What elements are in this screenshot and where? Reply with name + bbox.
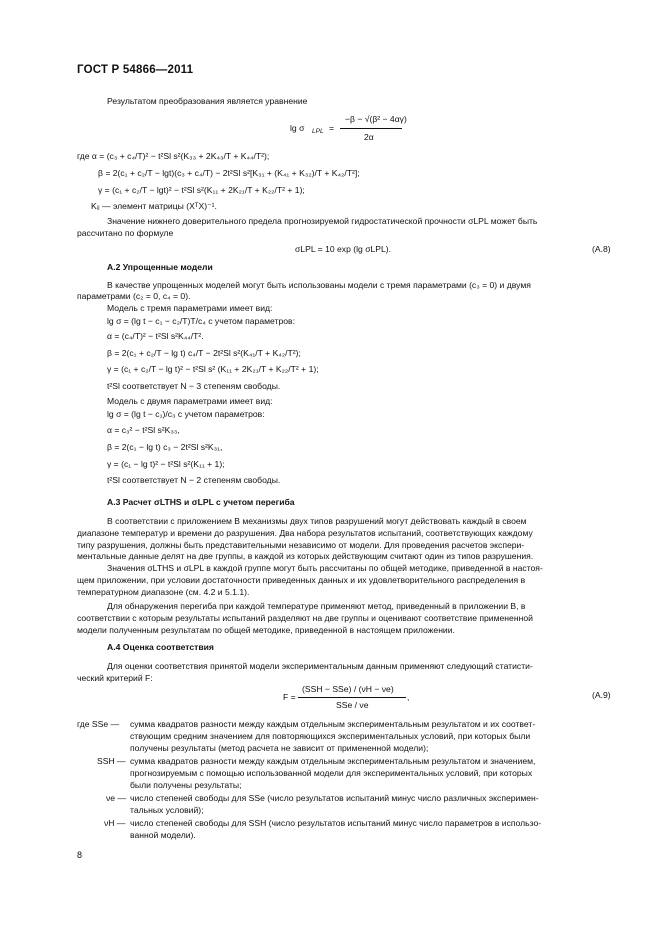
a2-line-7: γ = (c₁ + c₂/T − lg t)² − t²Sl s² (K₁₁ + 2K₂₁/T + K₂₂/T² + 1); — [107, 364, 319, 374]
equation-a8: σLPL = 10 exp (lg σLPL). — [295, 244, 392, 254]
a2-line-3: Модель с тремя параметрами имеет вид: — [107, 303, 273, 313]
section-a3-heading: A.3 Расчет σLTHS и σLPL с учетом перегиба — [107, 497, 295, 507]
f-comma: , — [407, 692, 410, 702]
eq-lhs-subscript: LPL — [312, 128, 324, 135]
equation-a9-number: (A.9) — [592, 690, 611, 700]
def-nuh-line-1: число степеней свободы для SSH (число результатов испытаний минус число параметров в использо- — [130, 818, 542, 828]
a3-line-9: соответствии с которым результаты испытаний разделяют на две группы и оценивают соответствие примененной — [77, 613, 533, 623]
f-denominator: SSe / νe — [336, 700, 369, 710]
def-sse-term: где SSe — — [77, 719, 120, 729]
document-header: ГОСТ Р 54866—2011 — [77, 64, 194, 76]
a2-line-1: В качестве упрощенных моделей могут быть использованы модели с тремя параметрами (c₃ = 0) и двумя — [107, 280, 531, 290]
a3-line-8: Для обнаружения перегиба при каждой температуре применяют метод, приведенный в приложении В, в — [107, 601, 526, 611]
a2-line-6: β = 2(c₁ + c₂/T − lg t) c₄/T − 2t²Sl s²(K₄₁/T + K₄₂/T²); — [107, 348, 301, 358]
def-sse-line-1: сумма квадратов разности между каждым отдельным экспериментальным результатом и их соответ- — [130, 719, 536, 729]
a4-line-2: ческий критерий F: — [77, 673, 153, 683]
a3-line-6: щем приложении, при условии достаточности приведенных данных и их удовлетворительного распределения в — [77, 575, 526, 585]
def-nuh-term: νH — — [104, 818, 126, 828]
equation-a8-number: (A.8) — [592, 244, 611, 254]
page-number: 8 — [77, 850, 83, 860]
paragraph-lower-limit-a: Значение нижнего доверительного предела прогнозируемой гидростатической прочности σLPL может быть — [107, 216, 538, 226]
a2-line-8: t²Sl соответствует N − 3 степеням свободы. — [107, 381, 281, 391]
section-a2-heading: A.2 Упрощенные модели — [107, 262, 213, 272]
def-sse-line-2: ствующим средним значением для повторяющихся экспериментальных условий, при которых были — [130, 731, 531, 741]
a3-line-7: температурном диапазоне (см. 4.2 и 5.1.1). — [77, 587, 250, 597]
a2-line-14: t²Sl соответствует N − 2 степеням свободы. — [107, 475, 281, 485]
eq-lhs: lg σ — [290, 123, 305, 133]
alpha-definition: где α = (c₃ + c₄/T)² − t²Sl s²(K₃₃ + 2K₄₃/T + K₄₄/T²); — [77, 151, 270, 161]
intro-text: Результатом преобразования является уравнение — [107, 96, 308, 106]
eq-numerator: −β − √(β² − 4αγ) — [345, 114, 407, 124]
def-ssh-line-1: сумма квадратов разности между каждым отдельным экспериментальным результатом и значением, — [130, 756, 536, 766]
section-a4-heading: A.4 Оценка соответствия — [107, 642, 214, 652]
a2-line-12: β = 2(c₁ − lg t) c₃ − 2t²Sl s²K₃₁, — [107, 442, 223, 452]
paragraph-lower-limit-b: рассчитано по формуле — [77, 228, 174, 238]
a2-line-4: lg σ = (lg t − c₁ − c₂/T)T/c₄ с учетом параметров: — [107, 316, 295, 326]
def-sse-line-3: получены результаты (метод расчета не зависит от примененной модели); — [130, 743, 429, 753]
def-nue-line-2: тальных условий); — [130, 805, 204, 815]
eq-fraction-bar — [340, 128, 402, 129]
def-nuh-line-2: ванной модели). — [130, 830, 196, 840]
gamma-definition: γ = (c₁ + c₂/T − lgt)² − t²Sl s²(K₁₁ + 2K₂₁/T + K₂₂/T² + 1); — [98, 185, 305, 195]
a3-line-5: Значения σLTHS и σLPL в каждой группе могут быть рассчитаны по общей методике, приведенной в настоя- — [107, 563, 543, 573]
f-fraction-bar — [298, 697, 406, 698]
def-nue-term: νe — — [106, 793, 127, 803]
eq-equals: = — [329, 123, 335, 133]
a2-line-5: α = (c₄/T)² − t²Sl s²K₄₄/T². — [107, 331, 204, 341]
f-numerator: (SSH − SSe) / (νH − νe) — [302, 684, 394, 694]
a3-line-10: модели полученным результатам по общей методике, приведенной в настоящем приложении. — [77, 625, 455, 635]
a3-line-1: В соответствии с приложением В механизмы двух типов разрушений могут действовать каждый в своем — [107, 516, 527, 526]
beta-definition: β = 2(c₁ + c₂/T − lgt)(c₃ + c₄/T) − 2t²Sl s²[K₃₁ + (K₄₁ + K₃₂)/T + K₄₂/T²]; — [98, 168, 360, 178]
a3-line-2: диапазоне температур и времени до разрушения. Два набора результатов испытаний, соответствующих каждому — [77, 528, 533, 538]
def-ssh-term: SSH — — [97, 756, 126, 766]
def-nue-line-1: число степеней свободы для SSe (число результатов испытаний минус число различных эксперимен- — [130, 793, 539, 803]
a2-line-2: параметрами (c₂ = 0, c₄ = 0). — [77, 291, 191, 301]
kij-definition: Kᵢⱼ — элемент матрицы (XᵀX)⁻¹. — [91, 201, 217, 211]
a2-line-10: lg σ = (lg t − c₁)/c₃ с учетом параметров: — [107, 409, 265, 419]
a4-line-1: Для оценки соответствия принятой модели экспериментальным данным применяют следующий статисти- — [107, 661, 533, 671]
def-ssh-line-2: прогнозируемым с помощью использованной модели для экспериментальных условий, при которых — [130, 768, 533, 778]
a3-line-3: типу разрушения, должны быть представительными независимо от модели. Для проведения расчетов экспери- — [77, 540, 525, 550]
a2-line-11: α = c₃² − t²Sl s²K₃₃, — [107, 425, 180, 435]
a2-line-9: Модель с двумя параметрами имеет вид: — [107, 396, 273, 406]
a3-line-4: ментальные данные делят на две группы, в каждой из которых действующим считают один из типов разрушения. — [77, 551, 534, 561]
eq-denominator: 2α — [364, 132, 374, 142]
def-ssh-line-3: были получены результаты; — [130, 780, 242, 790]
f-lhs: F = — [283, 692, 296, 702]
a2-line-13: γ = (c₁ − lg t)² − t²Sl s²(K₁₁ + 1); — [107, 459, 225, 469]
